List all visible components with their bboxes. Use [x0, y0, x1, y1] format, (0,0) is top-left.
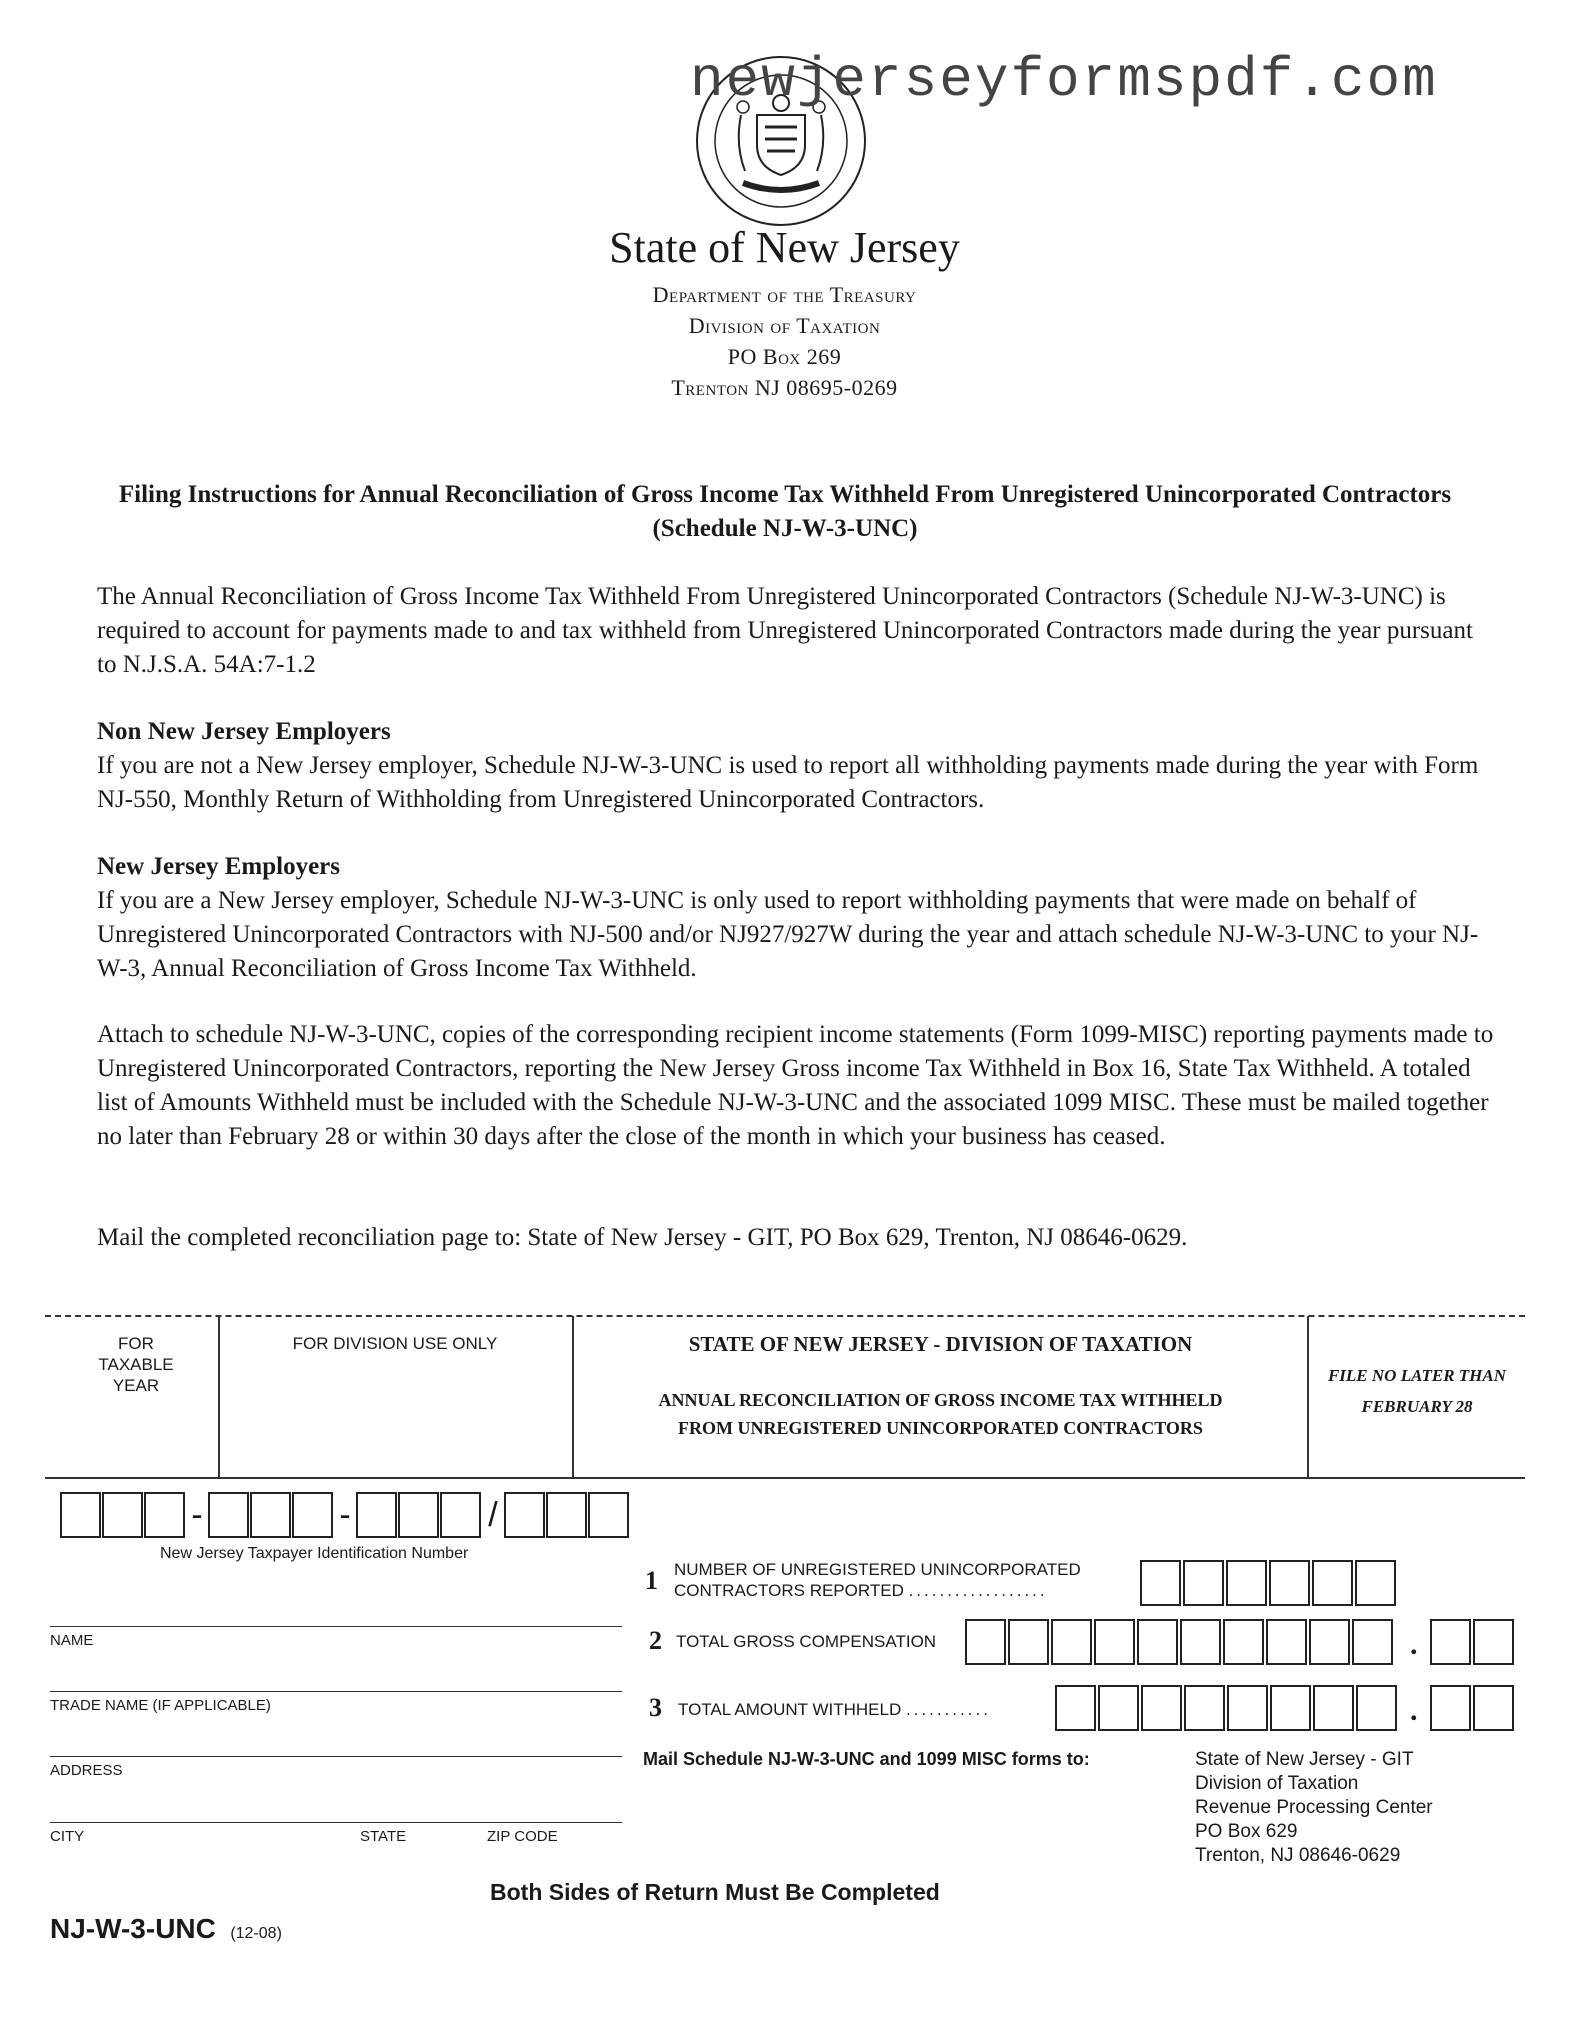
line3-dots: ........... [905, 1700, 991, 1719]
amount-digit-box[interactable] [965, 1619, 1006, 1665]
form-title-line1: ANNUAL RECONCILIATION OF GROSS INCOME TAX WITHHELD [658, 1390, 1223, 1410]
tin-digit-box[interactable] [144, 1492, 185, 1538]
instructions-title: Filing Instructions for Annual Reconciliation of Gross Income Tax Withheld From Unregistered Unincorporated Contractors (Schedule NJ-W-3-UNC) [118, 481, 1452, 542]
zip-label: ZIP CODE [487, 1828, 558, 1845]
count-digit-box[interactable] [1183, 1560, 1224, 1606]
non-nj-section [97, 715, 1497, 817]
line1-number: 1 [645, 1566, 658, 1595]
amount-digit-box[interactable] [1098, 1685, 1139, 1731]
line3-label-text: TOTAL AMOUNT WITHHELD [678, 1700, 902, 1719]
nj-text: If you are a New Jersey employer, Schedule NJ-W-3-UNC is only used to report withholding payments that were made on behalf of Unregistered Unincorporated Contractors with NJ-500 and/or NJ927/927W during the year and attach schedule NJ-W-3-UNC to your NJ-W-3, Annual Reconciliation of Gross Income Tax Withheld. [97, 887, 1479, 982]
tin-digit-box[interactable] [292, 1492, 333, 1538]
attach-paragraph: Attach to schedule NJ-W-3-UNC, copies of the corresponding recipient income statements (Form 1099-MISC) reporting payments made to Unregistered Unincorporated Contractors, reporting the New Jersey Gross income Tax Withheld in Box 16, State Tax Withheld. A totaled list of Amounts Withheld must be included with the Schedule NJ-W-3-UNC and the associated 1099 MISC. These must be mailed together no later than February 28 or within 30 days after the close of the month in which your business has ceased. [97, 1021, 1494, 1150]
line3-amount-withheld-input[interactable] [1055, 1685, 1399, 1731]
decimal-point: . [1410, 1628, 1418, 1661]
count-digit-box[interactable] [1269, 1560, 1310, 1606]
line3-number: 3 [649, 1693, 662, 1722]
tin-label: New Jersey Taxpayer Identification Number [160, 1545, 469, 1562]
watermark-text: newjerseyformspdf.com [690, 48, 1438, 112]
mail-address-line: Trenton, NJ 08646-0629 [1195, 1845, 1401, 1866]
mail-instruction-label: Mail Schedule NJ-W-3-UNC and 1099 MISC forms to: [643, 1749, 1090, 1769]
mail-address-line: Division of Taxation [1195, 1773, 1359, 1794]
amount-digit-box[interactable] [1137, 1619, 1178, 1665]
both-sides-notice: Both Sides of Return Must Be Completed [490, 1879, 940, 1905]
decimal-point: . [1410, 1694, 1418, 1727]
tin-suffix-box[interactable] [504, 1492, 545, 1538]
cents-digit-box[interactable] [1430, 1685, 1471, 1731]
line1-label-a: NUMBER OF UNREGISTERED UNINCORPORATED [674, 1560, 1081, 1579]
tin-slash: / [488, 1496, 498, 1534]
amount-digit-box[interactable] [1184, 1685, 1225, 1731]
line3-cents-input[interactable] [1430, 1685, 1516, 1731]
tin-suffix-box[interactable] [588, 1492, 629, 1538]
amount-digit-box[interactable] [1227, 1685, 1268, 1731]
mail-address-line: PO Box 629 [1195, 1821, 1298, 1842]
tin-digit-box[interactable] [398, 1492, 439, 1538]
address-label: ADDRESS [50, 1762, 123, 1779]
state-label: STATE [360, 1828, 407, 1845]
line2-cents-input[interactable] [1430, 1619, 1516, 1665]
tin-digit-box[interactable] [250, 1492, 291, 1538]
mail-address-line: State of New Jersey - GIT [1195, 1749, 1414, 1770]
trade-name-label: TRADE NAME (IF APPLICABLE) [50, 1697, 271, 1714]
trade-name-field[interactable] [50, 1691, 622, 1692]
count-digit-box[interactable] [1355, 1560, 1396, 1606]
line1-label-b: CONTRACTORS REPORTED [674, 1581, 904, 1600]
tin-digit-box[interactable] [356, 1492, 397, 1538]
tin-digit-box[interactable] [440, 1492, 481, 1538]
deadline-line2: FEBRUARY 28 [1361, 1397, 1473, 1416]
line2-gross-compensation-input[interactable] [965, 1619, 1395, 1665]
amount-digit-box[interactable] [1008, 1619, 1049, 1665]
form-revision: (12-08) [230, 1925, 282, 1942]
amount-digit-box[interactable] [1180, 1619, 1221, 1665]
amount-digit-box[interactable] [1223, 1619, 1264, 1665]
tin-suffix-box[interactable] [546, 1492, 587, 1538]
name-label: NAME [50, 1632, 94, 1649]
cents-digit-box[interactable] [1430, 1619, 1471, 1665]
amount-digit-box[interactable] [1055, 1685, 1096, 1731]
nj-section [97, 850, 1497, 986]
amount-digit-box[interactable] [1313, 1685, 1354, 1731]
line2-number: 2 [649, 1626, 662, 1655]
line1-contractor-count-input[interactable] [1140, 1560, 1398, 1606]
count-digit-box[interactable] [1226, 1560, 1267, 1606]
amount-digit-box[interactable] [1094, 1619, 1135, 1665]
amount-digit-box[interactable] [1266, 1619, 1307, 1665]
nj-heading: New Jersey Employers [97, 853, 340, 880]
line1-label [674, 1559, 1081, 1601]
form-id: NJ-W-3-UNC [50, 1913, 216, 1944]
form-title-line2: FROM UNREGISTERED UNINCORPORATED CONTRACTORS [678, 1418, 1203, 1438]
city-label: CITY [50, 1828, 85, 1845]
po-box-line: PO Box 269 [727, 344, 842, 369]
header-bottom-rule [45, 1477, 1525, 1479]
tin-digit-box[interactable] [102, 1492, 143, 1538]
amount-digit-box[interactable] [1051, 1619, 1092, 1665]
division-use-label: FOR DIVISION USE ONLY [292, 1334, 498, 1353]
divider [218, 1316, 220, 1477]
count-digit-box[interactable] [1140, 1560, 1181, 1606]
division-line: Division of Taxation [688, 313, 881, 338]
amount-digit-box[interactable] [1270, 1685, 1311, 1731]
state-title: State of New Jersey [609, 223, 960, 272]
amount-digit-box[interactable] [1309, 1619, 1350, 1665]
city-line: Trenton NJ 08695-0269 [671, 375, 898, 400]
line3-label [678, 1700, 991, 1720]
cents-digit-box[interactable] [1473, 1685, 1514, 1731]
non-nj-heading: Non New Jersey Employers [97, 718, 391, 745]
taxable-year-label: FOR TAXABLE YEAR [98, 1334, 174, 1395]
mail-address [1195, 1748, 1433, 1868]
amount-digit-box[interactable] [1356, 1685, 1397, 1731]
agency-title: STATE OF NEW JERSEY - DIVISION OF TAXATION [688, 1332, 1193, 1356]
deadline-line1: FILE NO LATER THAN [1327, 1366, 1507, 1385]
cut-line [45, 1315, 1525, 1317]
tin-digit-box[interactable] [60, 1492, 101, 1538]
form-identifier [50, 1913, 282, 1945]
cents-digit-box[interactable] [1473, 1619, 1514, 1665]
name-field[interactable] [50, 1626, 622, 1627]
city-state-zip-field[interactable] [50, 1822, 622, 1823]
department-line: Department of the Treasury [652, 282, 917, 307]
amount-digit-box[interactable] [1141, 1685, 1182, 1731]
amount-digit-box[interactable] [1352, 1619, 1393, 1665]
count-digit-box[interactable] [1312, 1560, 1353, 1606]
tin-digit-box[interactable] [208, 1492, 249, 1538]
non-nj-text: If you are not a New Jersey employer, Schedule NJ-W-3-UNC is used to report all withholding payments made during the year with Form NJ-550, Monthly Return of Withholding from Unregistered Unincorporated Contractors. [97, 752, 1479, 813]
mail-address-line: Revenue Processing Center [1195, 1797, 1433, 1818]
address-field[interactable] [50, 1756, 622, 1757]
tin-dash: - [191, 1496, 203, 1534]
tin-input[interactable] [60, 1492, 630, 1538]
tin-dash: - [339, 1496, 351, 1534]
line1-dots: .................. [908, 1581, 1048, 1600]
intro-paragraph: The Annual Reconciliation of Gross Income Tax Withheld From Unregistered Unincorporated Contractors (Schedule NJ-W-3-UNC) is required to account for payments made to and tax withheld from Unregistered Unincorporated Contractors made during the year pursuant to N.J.S.A. 54A:7-1.2 [97, 583, 1473, 678]
mail-paragraph: Mail the completed reconciliation page to: State of New Jersey - GIT, PO Box 629, Trenton, NJ 08646-0629. [97, 1224, 1188, 1251]
line2-label: TOTAL GROSS COMPENSATION [676, 1632, 937, 1651]
